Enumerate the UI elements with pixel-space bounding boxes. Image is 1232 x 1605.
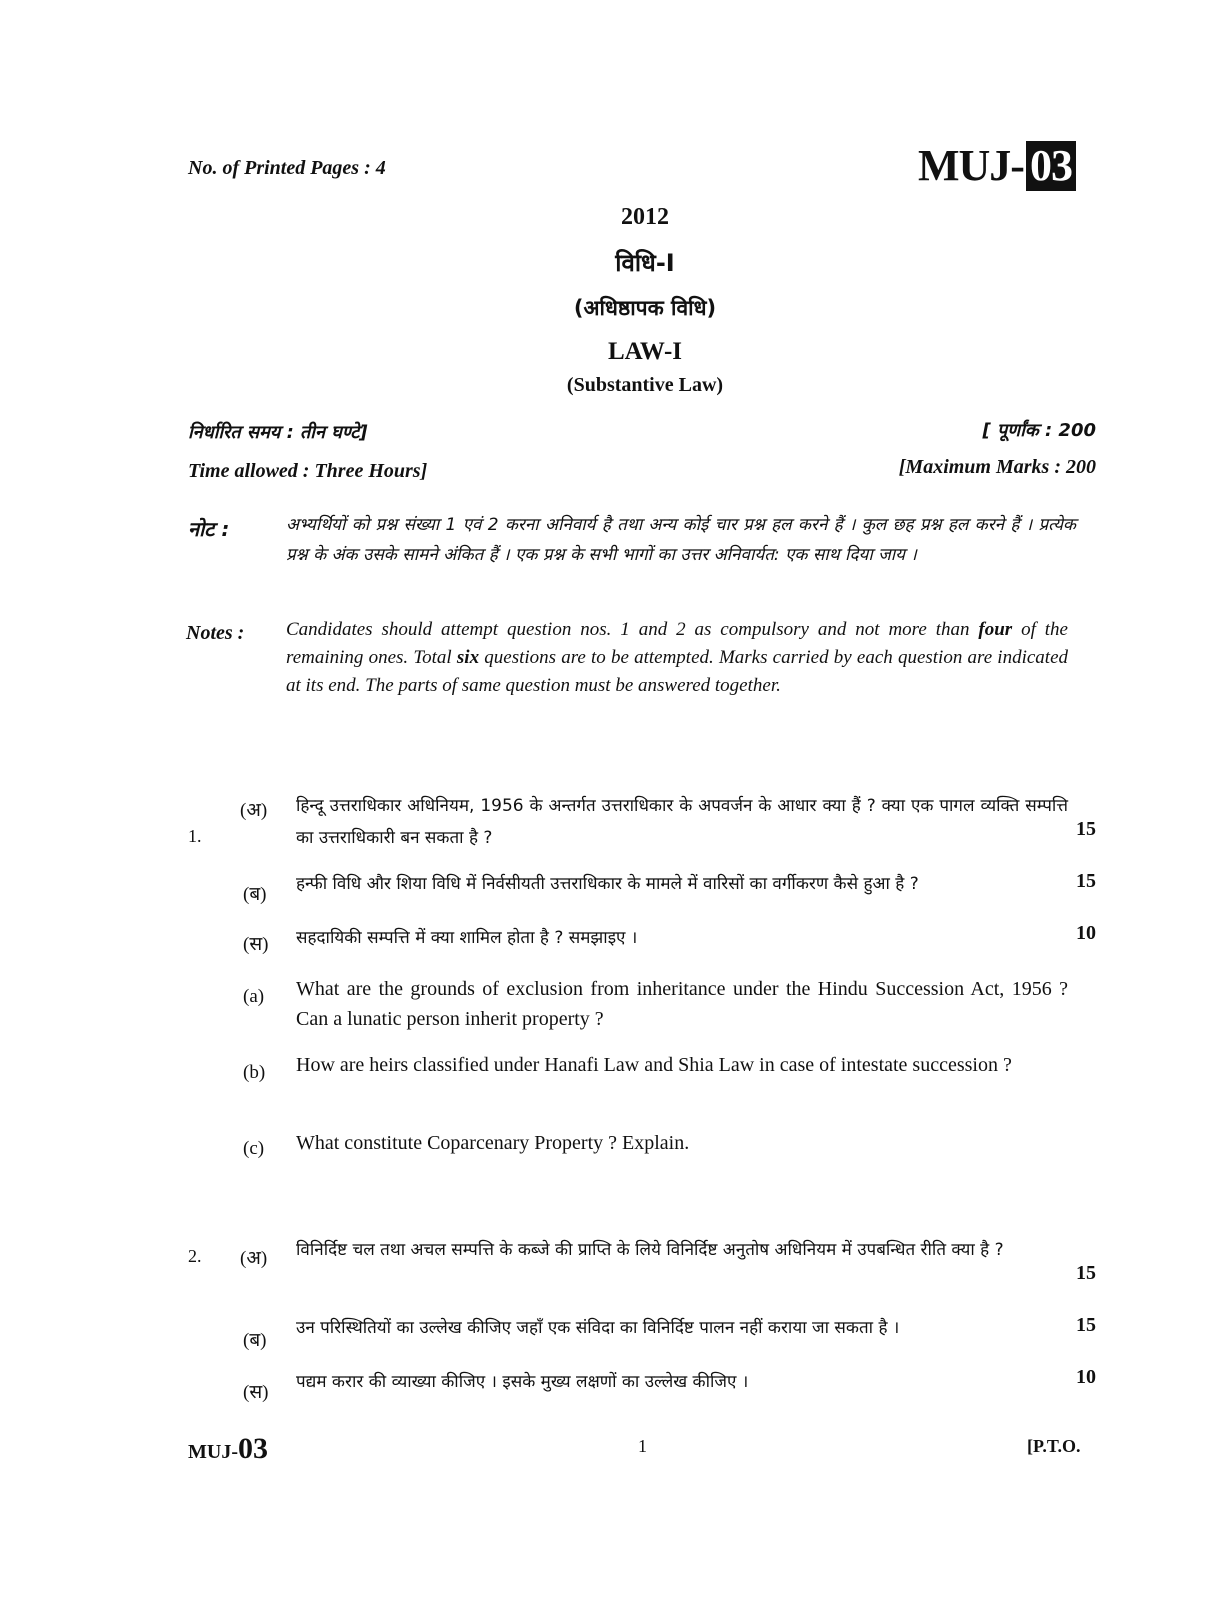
- part-text: पद्यम करार की व्याख्या कीजिए । इसके मुख्य लक्षणों का उल्लेख कीजिए ।: [296, 1372, 749, 1392]
- please-turn-over: [P.T.O.: [1027, 1436, 1081, 1456]
- note-label-hindi: नोट :: [188, 517, 230, 541]
- question-number: 2.: [188, 1246, 202, 1266]
- part-text: What constitute Coparcenary Property ? Explain.: [296, 1132, 690, 1154]
- page-number: 1: [638, 1436, 647, 1456]
- part-label: (b): [243, 1062, 266, 1083]
- subtitle-hindi: (अधिष्ठापक विधि): [573, 296, 717, 320]
- footer-paper-code: [188, 1432, 268, 1466]
- time-allowed-english: Time allowed : Three Hours]: [188, 460, 428, 482]
- paper-code-prefix: MUJ-: [918, 141, 1024, 190]
- part-text: How are heirs classified under Hanafi Law and Shia Law in case of intestate succession ?: [296, 1054, 1012, 1076]
- part-marks: 15: [1076, 1262, 1096, 1284]
- title-hindi: विधि-I: [615, 249, 675, 277]
- part-label: (a): [243, 986, 265, 1007]
- part-text: उन परिस्थितियों का उल्लेख कीजिए जहाँ एक संविदा का विनिर्दिष्ट पालन नहीं कराया जा सकता है ।: [296, 1318, 900, 1338]
- footer-code-number: 03: [237, 1432, 268, 1465]
- time-allowed-hindi: निर्धारित समय : तीन घण्टे]: [188, 422, 368, 443]
- paper-code: [918, 140, 1076, 191]
- notes-text-part: questions are to be attempted. Marks carried by each question are indicated at its end. The parts of same question must be answered together.: [286, 647, 1069, 696]
- note-text-hindi: अभ्यर्थियों को प्रश्न संख्या 1 एवं 2 करना अनिवार्य है तथा अन्य कोई चार प्रश्न हल करने हैं । कुल छह प्रश्न हल करने हैं । प्रत्येक प्रश्न के अंक उसके सामने अंकित हैं । एक प्रश्न के सभी भागों का उत्तर अनिवार्यत: एक साथ दिया जाय ।: [286, 515, 1076, 565]
- title-english: LAW-I: [607, 338, 683, 365]
- subtitle-english: (Substantive Law): [566, 374, 724, 396]
- printed-pages-label: No. of Printed Pages : 4: [188, 157, 386, 179]
- question-number: 1.: [188, 826, 202, 846]
- notes-text-part: of the remaining ones. Total: [286, 619, 1068, 668]
- part-marks: 15: [1076, 1314, 1096, 1336]
- part-text: विनिर्दिष्ट चल तथा अचल सम्पत्ति के कब्जे की प्राप्ति के लिये विनिर्दिष्ट अनुतोष अधिनियम में उपबन्धित रीति क्या है ?: [296, 1240, 1004, 1260]
- notes-emphasis: four: [978, 619, 1013, 640]
- notes-text-part: Candidates should attempt question nos. 1 and 2 as compulsory and not more than: [286, 619, 979, 640]
- exam-year: 2012: [621, 204, 669, 230]
- part-label: (स): [243, 1382, 269, 1403]
- part-label: (ब): [243, 1330, 267, 1351]
- part-text: What are the grounds of exclusion from inheritance under the Hindu Succession Act, 1956 ? Can a lunatic person inherit property ?: [296, 978, 1068, 1030]
- part-label: (अ): [240, 1248, 268, 1269]
- part-marks: 10: [1076, 1366, 1096, 1388]
- notes-label-english: Notes :: [186, 622, 245, 644]
- part-text: हन्फी विधि और शिया विधि में निर्वसीयती उत्तराधिकार के मामले में वारिसों का वर्गीकरण कैसे हुआ है ?: [296, 874, 919, 894]
- notes-text-english: [286, 616, 1068, 700]
- part-marks: 10: [1076, 922, 1096, 944]
- part-label: (ब): [243, 884, 267, 905]
- paper-code-number: 03: [1026, 141, 1076, 191]
- part-marks: 15: [1076, 818, 1096, 840]
- part-marks: 15: [1076, 870, 1096, 892]
- max-marks-english: [Maximum Marks : 200: [898, 456, 1096, 478]
- max-marks-hindi: [ पूर्णांक : 200: [982, 420, 1096, 441]
- footer-code-prefix: MUJ-: [188, 1441, 238, 1463]
- notes-emphasis: six: [456, 647, 480, 668]
- part-text: हिन्दू उत्तराधिकार अधिनियम, 1956 के अन्तर्गत उत्तराधिकार के अपवर्जन के आधार क्या हैं ? क्या एक पागल व्यक्ति सम्पत्ति का उत्तराधिकारी बन सकता है ?: [296, 796, 1068, 848]
- part-label: (स): [243, 934, 269, 955]
- part-label: (अ): [240, 800, 268, 821]
- part-label: (c): [243, 1138, 265, 1159]
- part-text: सहदायिकी सम्पत्ति में क्या शामिल होता है ? समझाइए ।: [296, 928, 638, 948]
